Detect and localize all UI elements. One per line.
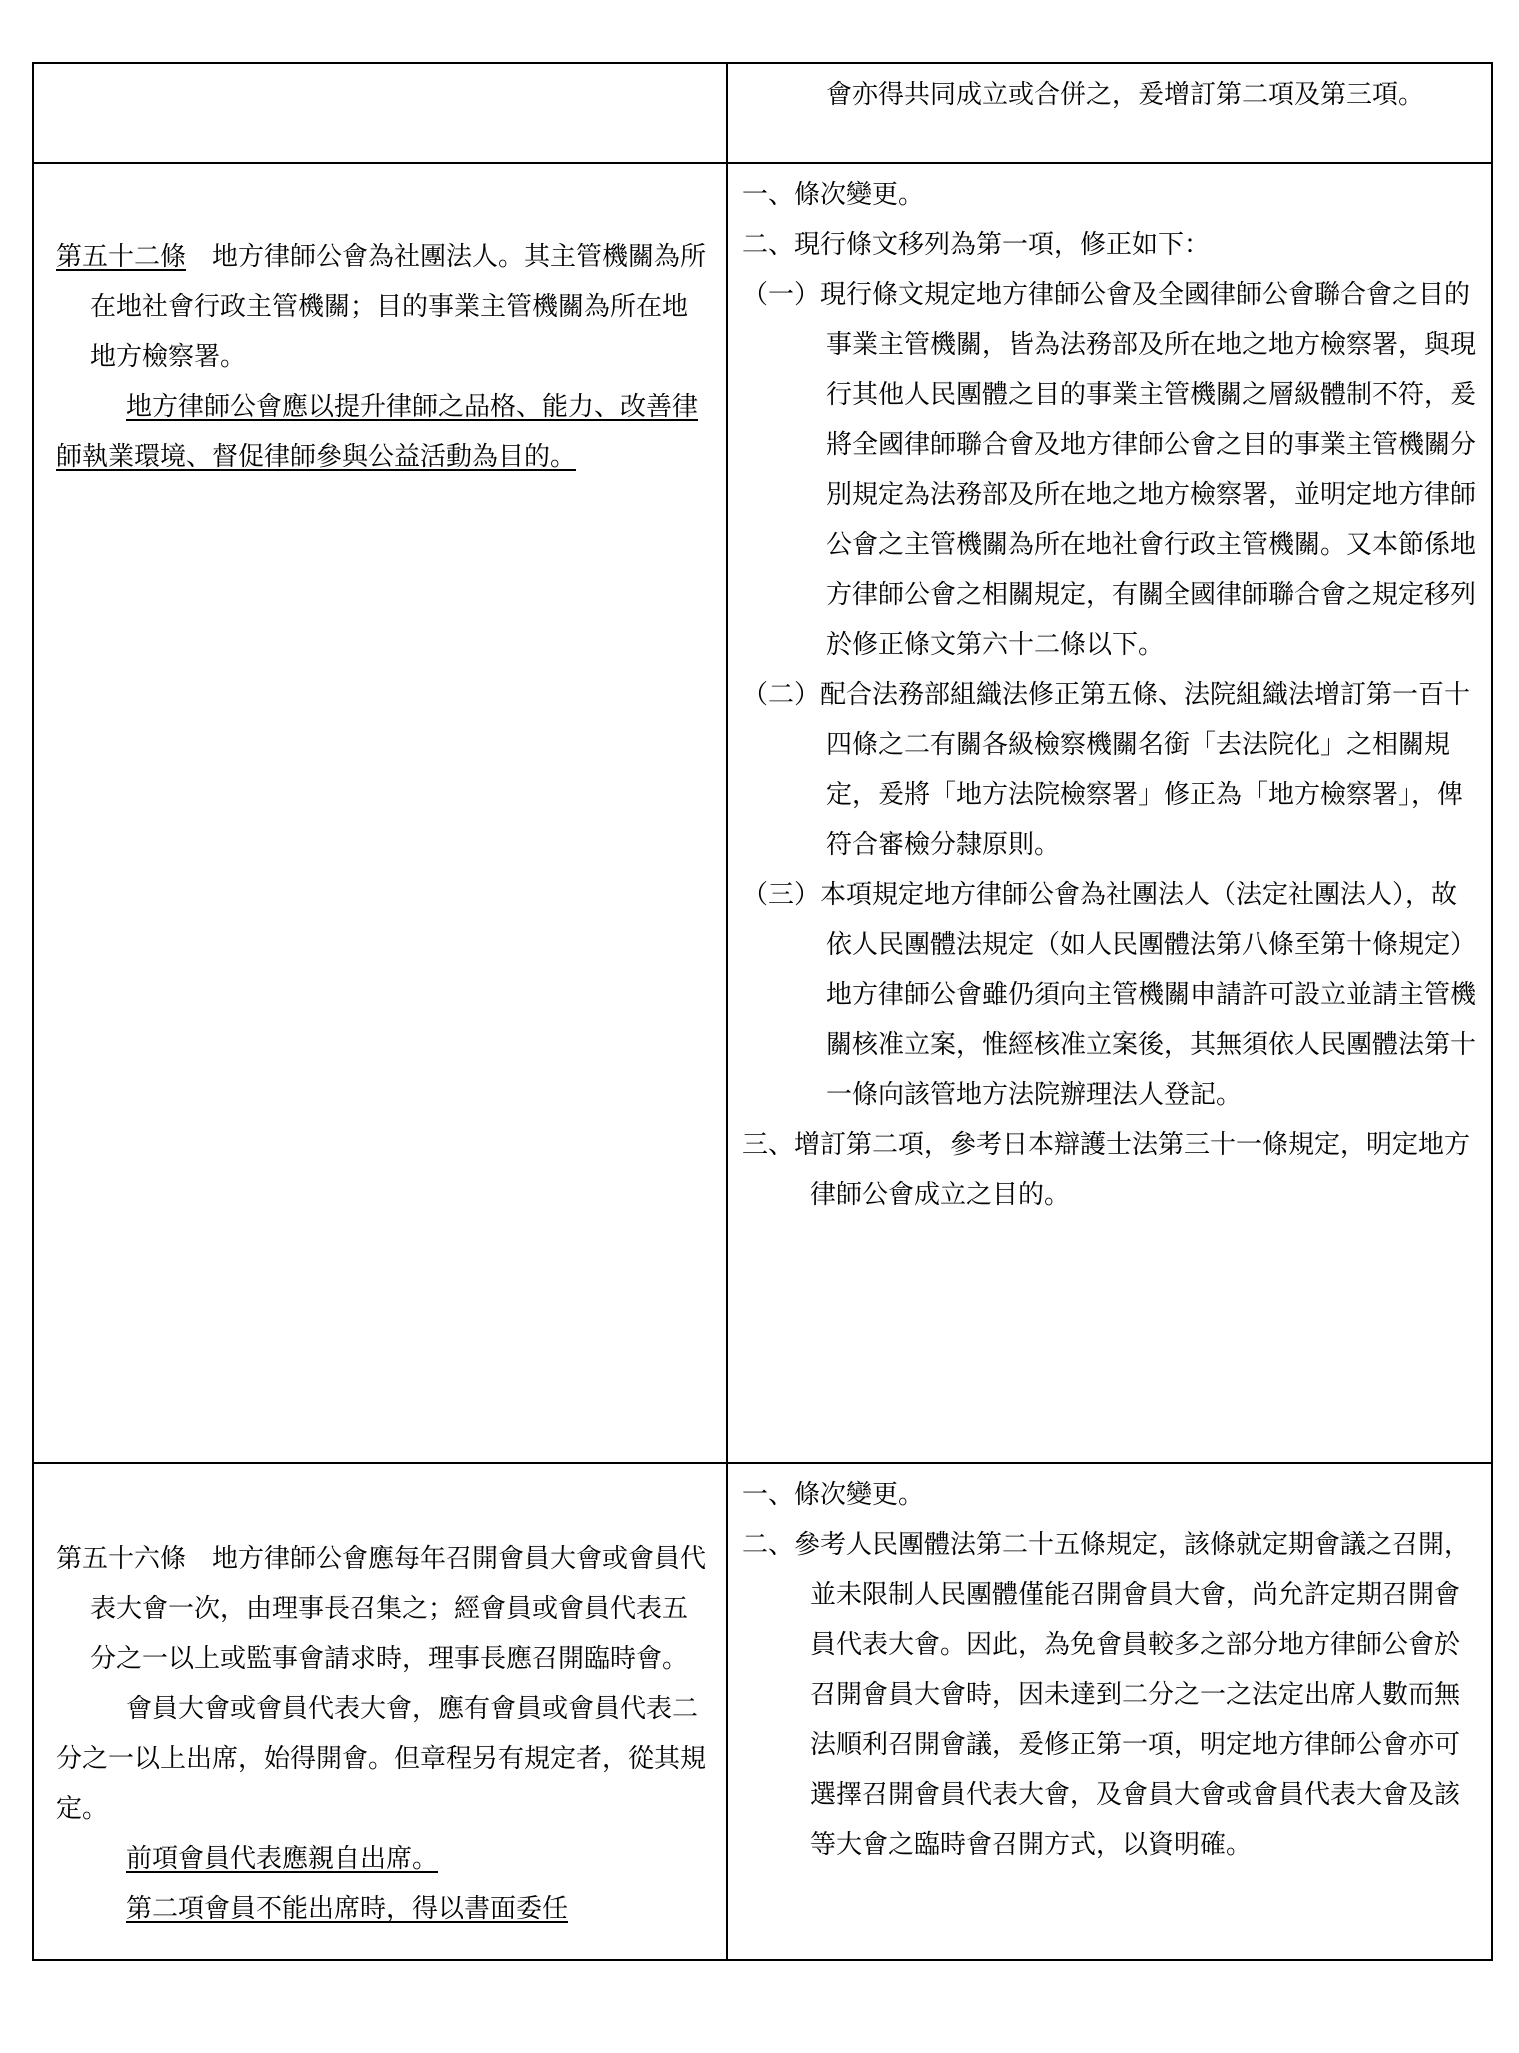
table-row — [33, 1463, 1492, 1960]
explanation-item: 二、現行條文移列為第一項，修正如下： — [742, 230, 1211, 260]
article-paragraph: 會員大會或會員代表大會，應有會員或會員代表二分之一以上出席，始得開會。但章程另有規定者，從其規定。 — [56, 1694, 707, 1824]
explanation-cell — [727, 163, 1492, 1463]
explanation-continuation: 會亦得共同成立或合併之，爰增訂第二項及第三項。 — [826, 80, 1425, 110]
explanation-item: 一、條次變更。 — [742, 1480, 925, 1510]
amended-article-cell — [33, 163, 727, 1463]
article-text: 地方律師公會為社團法人。其主管機關為所在地社會行政主管機關；目的事業主管機關為所在地地方檢察署。 — [90, 242, 707, 372]
article-label: 第五十六條 — [56, 1544, 187, 1574]
explanation-subitem: （三）本項規定地方律師公會為社團法人（法定社團法人），故依人民團體法規定（如人民團體法第八條至第十條規定）地方律師公會雖仍須向主管機關申請許可設立並請主管機關核准立案，惟經核准立案後，其無須依人民團體法第十一條向該管地方法院辦理法人登記。 — [742, 880, 1477, 1110]
article-text: 地方律師公會應每年召開會員大會或會員代表大會一次，由理事長召集之；經會員或會員代表五分之一以上或監事會請求時，理事長應召開臨時會。 — [90, 1544, 707, 1674]
amended-article-cell — [33, 1463, 727, 1960]
explanation-item: 一、條次變更。 — [742, 180, 925, 210]
amendment-comparison-table — [32, 62, 1493, 1961]
amended-article-cell — [33, 63, 727, 163]
article-52 — [56, 232, 712, 382]
article-label: 第五十二條 — [56, 242, 187, 272]
explanation-subitem: （一）現行條文規定地方律師公會及全國律師公會聯合會之目的事業主管機關，皆為法務部及所在地之地方檢察署，與現行其他人民團體之目的事業主管機關之層級體制不符，爰將全國律師聯合會及地方律師公會之目的事業主管機關分別規定為法務部及所在地之地方檢察署，並明定地方律師公會之主管機關為所在地社會行政主管機關。又本節係地方律師公會之相關規定，有關全國律師聯合會之規定移列於修正條文第六十二條以下。 — [742, 280, 1477, 660]
explanation-item: 二、參考人民團體法第二十五條規定，該條就定期會議之召開，並未限制人民團體僅能召開會員大會，尚允許定期召開會員代表大會。因此，為免會員較多之部分地方律師公會於召開會員大會時，因未達到二分之一之法定出席人數而無法順利召開會議，爰修正第一項，明定地方律師公會亦可選擇召開會員代表大會，及會員大會或會員代表大會及該等大會之臨時會召開方式，以資明確。 — [742, 1530, 1471, 1860]
article-56 — [56, 1534, 712, 1684]
explanation-item: 三、增訂第二項，參考日本辯護士法第三十一條規定，明定地方律師公會成立之目的。 — [742, 1130, 1471, 1210]
article-paragraph: 前項會員代表應親自出席。 — [126, 1844, 439, 1874]
article-paragraph: 地方律師公會應以提升律師之品格、能力、改善律師執業環境、督促律師參與公益活動為目的。 — [56, 392, 699, 472]
article-paragraph: 第二項會員不能出席時，得以書面委任 — [126, 1894, 569, 1924]
table-row — [33, 63, 1492, 163]
explanation-cell — [727, 63, 1492, 163]
explanation-subitem: （二）配合法務部組織法修正第五條、法院組織法增訂第一百十四條之二有關各級檢察機關名銜「去法院化」之相關規定，爰將「地方法院檢察署」修正為「地方檢察署」，俾符合審檢分隸原則。 — [742, 680, 1471, 860]
table-row — [33, 163, 1492, 1463]
explanation-cell — [727, 1463, 1492, 1960]
